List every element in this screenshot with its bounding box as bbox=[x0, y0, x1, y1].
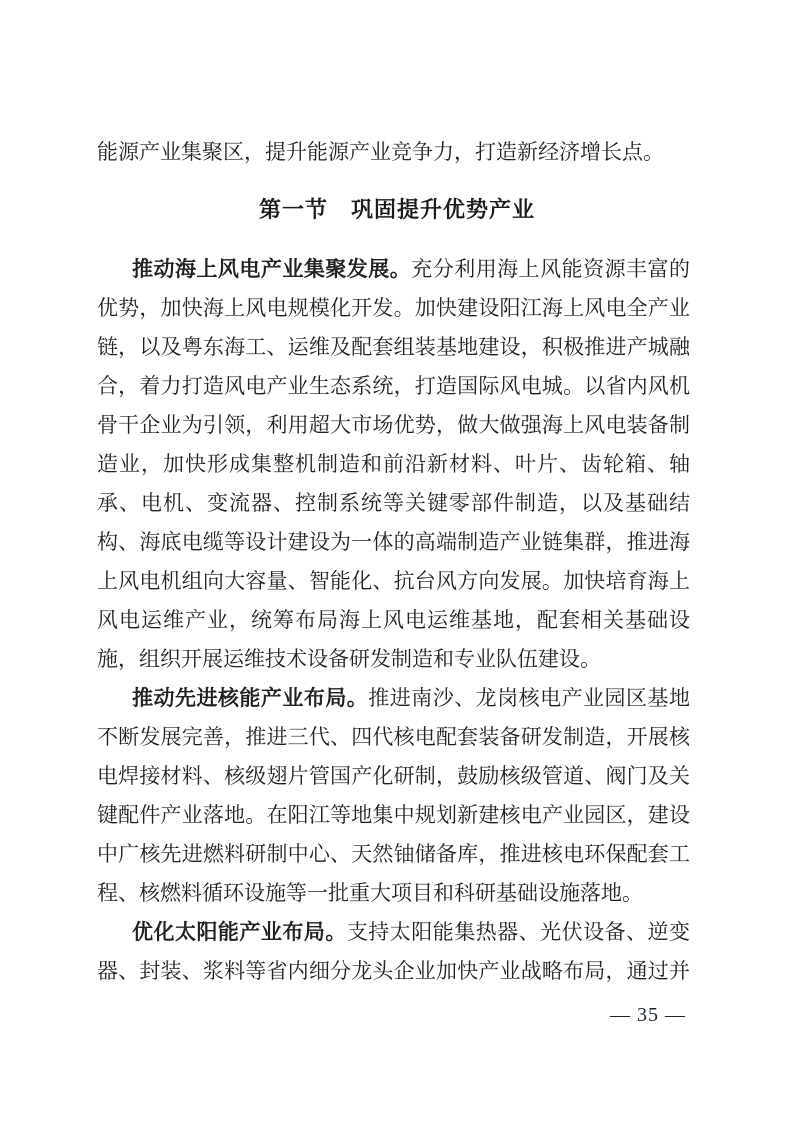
body-text-line bbox=[97, 328, 690, 367]
paragraph-text: 程、核燃料循环设施等一批重大项目和科研基础设施落地。 bbox=[97, 881, 643, 905]
paragraph-text: 优势，加快海上风电规模化开发。加快建设阳江海上风电全产业 bbox=[97, 296, 690, 320]
paragraph-text: 承、电机、变流器、控制系统等关键零部件制造，以及基础结 bbox=[97, 491, 690, 515]
body-text-line bbox=[97, 562, 690, 601]
body-text-line bbox=[97, 484, 690, 523]
paragraph-text: 键配件产业落地。在阳江等地集中规划新建核电产业园区，建设 bbox=[97, 803, 690, 827]
section-heading: 第一节 巩固提升优势产业 bbox=[258, 197, 535, 222]
paragraph-lead-bold: 推动先进核能产业布局。 bbox=[132, 687, 369, 710]
body-text-line bbox=[97, 367, 690, 406]
document-body bbox=[97, 250, 690, 991]
paragraph-text: 构、海底电缆等设计建设为一体的高端制造产业链集群，推进海 bbox=[97, 530, 690, 554]
page-number: — 35 — bbox=[610, 1004, 686, 1026]
body-text-line bbox=[97, 445, 690, 484]
body-text-line bbox=[97, 757, 690, 796]
paragraph-text: 电焊接材料、核级翅片管国产化研制，鼓励核级管道、阀门及关 bbox=[97, 764, 690, 788]
body-text-line bbox=[97, 718, 690, 757]
paragraph-text: 支持太阳能集热器、光伏设备、逆变 bbox=[346, 920, 690, 944]
paragraph-lead-bold: 推动海上风电产业集聚发展。 bbox=[132, 258, 412, 281]
body-text-line bbox=[97, 952, 690, 991]
paragraph-text: 上风电机组向大容量、智能化、抗台风方向发展。加快培育海上 bbox=[97, 569, 690, 593]
body-text-line bbox=[97, 250, 690, 289]
body-text-line bbox=[97, 679, 690, 718]
paragraph-text: 骨干企业为引领，利用超大市场优势，做大做强海上风电装备制 bbox=[97, 413, 690, 437]
paragraph-text: 中广核先进燃料研制中心、天然铀储备库，推进核电环保配套工 bbox=[97, 842, 690, 866]
paragraph-text: 风电运维产业，统筹布局海上风电运维基地，配套相关基础设 bbox=[97, 608, 690, 632]
paragraph-text: 推进南沙、龙岗核电产业园区基地 bbox=[368, 686, 690, 710]
paragraph-text: 造业，加快形成集整机制造和前沿新材料、叶片、齿轮箱、轴 bbox=[97, 452, 690, 476]
body-text-line bbox=[97, 406, 690, 445]
body-text-line bbox=[97, 523, 690, 562]
body-text-line bbox=[97, 289, 690, 328]
body-text-line bbox=[97, 640, 690, 679]
paragraph-text: 施，组织开展运维技术设备研发制造和专业队伍建设。 bbox=[97, 647, 601, 671]
paragraph-text: 不断发展完善，推进三代、四代核电配套装备研发制造，开展核 bbox=[97, 725, 690, 749]
paragraph-lead-bold: 优化太阳能产业布局。 bbox=[132, 921, 347, 944]
paragraph-text: 器、封装、浆料等省内细分龙头企业加快产业战略布局，通过并 bbox=[97, 959, 690, 983]
intro-paragraph-end-line: 能源产业集聚区，提升能源产业竞争力，打造新经济增长点。 bbox=[97, 140, 664, 164]
paragraph-text: 充分利用海上风能资源丰富的 bbox=[411, 257, 690, 281]
paragraph-text: 链，以及粤东海工、运维及配套组装基地建设，积极推进产城融 bbox=[97, 335, 690, 359]
body-text-line bbox=[97, 874, 690, 913]
body-text-line bbox=[97, 913, 690, 952]
body-text-line bbox=[97, 601, 690, 640]
paragraph-text: 合，着力打造风电产业生态系统，打造国际风电城。以省内风机 bbox=[97, 374, 690, 398]
body-text-line bbox=[97, 796, 690, 835]
body-text-line bbox=[97, 835, 690, 874]
